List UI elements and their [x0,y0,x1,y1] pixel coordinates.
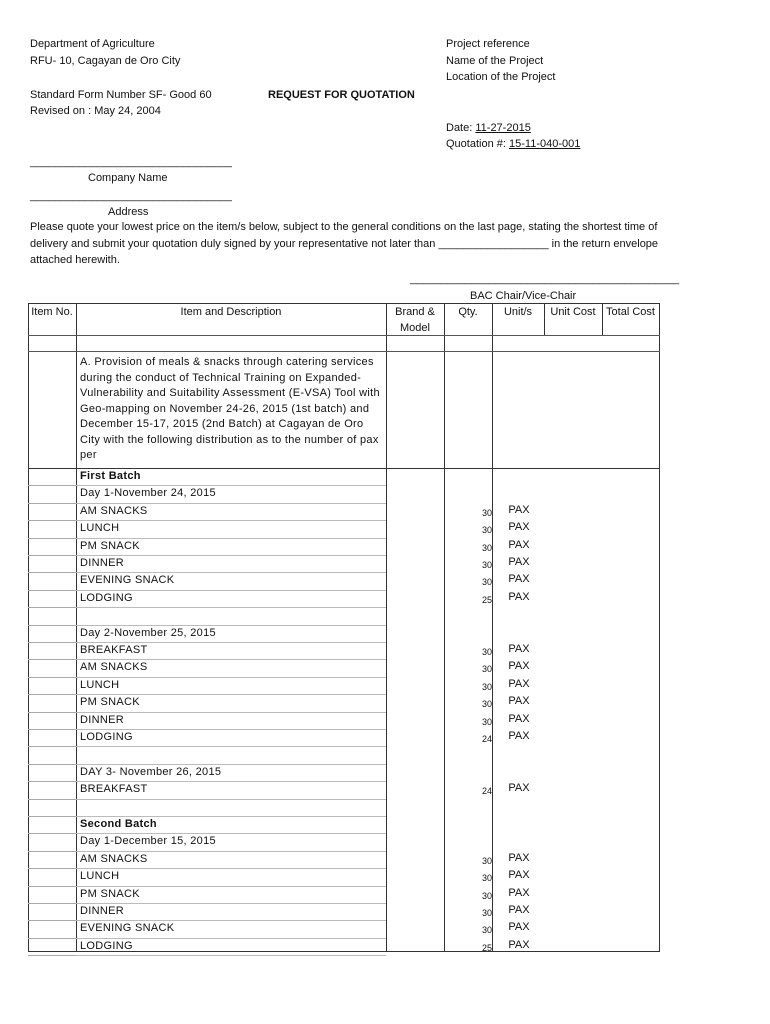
header-total-cost: Total Cost [606,306,655,318]
row-gridline [28,677,76,678]
row-description: DINNER [80,713,124,726]
row-gridline [28,729,76,730]
row-gridline [76,816,386,817]
row-unit: PAX [508,869,530,882]
row-unit: PAX [508,521,530,534]
project-reference: Project reference [446,38,530,50]
form-number: Standard Form Number SF- Good 60 [30,89,212,101]
company-name-line: _________________________________ [30,156,232,168]
row-unit: PAX [508,643,530,655]
row-description: Day 1-November 24, 2015 [80,487,216,500]
date-field [446,121,531,135]
row-description: LODGING [80,731,133,743]
row-description: BREAKFAST [80,783,148,796]
column-divider [76,303,77,952]
row-gridline [76,764,386,765]
row-gridline [28,607,76,608]
row-unit: PAX [508,503,530,516]
row-unit: PAX [508,904,530,916]
row-gridline [28,833,76,834]
row-qty: 30 [481,716,492,727]
row-qty: 30 [481,577,492,588]
row-gridline [76,590,386,591]
header-qty: Qty. [458,306,478,318]
row-unit: PAX [508,730,530,742]
row-gridline [28,746,76,747]
row-unit: PAX [508,573,530,586]
row-gridline [76,886,386,887]
row-unit: PAX [508,590,530,603]
header-item-no: Item No. [31,306,73,318]
row-gridline [28,503,76,504]
row-gridline [76,572,386,573]
row-qty: 30 [481,525,492,536]
row-gridline [28,903,76,904]
row-gridline [76,851,386,852]
row-unit: PAX [508,660,530,673]
row-description: EVENING SNACK [80,922,175,935]
row-gridline [28,572,76,573]
address-label: Address [108,206,149,218]
row-gridline [76,694,386,695]
row-unit: PAX [508,538,530,551]
row-gridline [76,625,386,626]
row-gridline [28,851,76,852]
row-qty: 25 [481,594,492,605]
row-qty: 30 [481,560,492,570]
header-brand: Brand & [395,306,435,318]
instruction-paragraph: Please quote your lowest price on the item/s below, subject to the general conditions on the last page, stating the shortest time of delivery and submit your quotation duly signed by your representative not later than __________________ in the return envelope attached herewith. [30,221,659,266]
row-gridline [76,903,386,904]
row-description: PM SNACK [80,696,140,709]
row-unit: PAX [508,695,530,708]
row-gridline [28,625,76,626]
row-unit: PAX [508,677,530,690]
row-description: EVENING SNACK [80,574,175,587]
bac-signature-line: ____________________________________________ [410,273,680,285]
row-gridline [76,607,386,608]
bac-chair-label: BAC Chair/Vice-Chair [470,290,577,302]
row-qty: 30 [481,925,492,936]
row-description: Day 2-November 25, 2015 [80,626,216,639]
row-gridline [76,642,386,643]
company-name-label: Company Name [88,172,168,184]
row-unit: PAX [508,938,530,951]
row-description: Day 1-December 15, 2015 [80,835,216,848]
row-description: AM SNACKS [80,661,148,674]
column-divider [386,303,387,952]
row-gridline [28,590,76,591]
row-description: LUNCH [80,678,120,691]
quotation-label: Quotation #: [446,138,506,150]
row-qty: 24 [481,734,492,744]
row-qty: 30 [481,507,492,518]
row-gridline [28,816,76,817]
header-units: Unit/s [503,306,533,318]
row-description: PM SNACK [80,887,140,900]
row-description: BREAKFAST [80,644,148,656]
row-description: DAY 3- November 26, 2015 [80,765,222,778]
department-name: Department of Agriculture [30,38,155,50]
row-gridline [28,799,76,800]
row-gridline [28,485,76,486]
row-gridline [76,555,386,556]
table-border-left [28,303,29,952]
row-divider [28,351,660,352]
row-qty: 30 [481,647,492,657]
quotation-table [28,303,660,952]
row-qty: 30 [481,890,492,901]
row-qty: 30 [481,664,492,675]
row-description: DINNER [80,905,124,917]
column-divider [444,303,445,952]
row-unit: PAX [508,886,530,899]
item-intro-description: A. Provision of meals & snacks through catering services during the conduct of Technical Training on Expanded-Vulnerability and Suitability Assessment (E-VSA) Tool with Geo-mapping on November 24-26, 2015 (1st batch) and December 15-17, 2015 (2nd Batch) at Cagayan de Oro City with the following distribution as to the number of pax per [80,356,380,461]
header-divider [28,335,660,336]
row-gridline [28,712,76,713]
row-gridline [28,642,76,643]
row-gridline [76,538,386,539]
row-description: LUNCH [80,522,120,535]
row-description: LODGING [80,591,133,604]
row-qty: 30 [481,873,492,884]
row-gridline [76,520,386,521]
row-gridline [28,955,76,956]
row-gridline [76,868,386,869]
date-value: 11-27-2015 [475,122,531,134]
row-qty: 30 [481,681,492,692]
row-gridline [76,746,386,747]
row-gridline [28,764,76,765]
row-gridline [28,868,76,869]
header-model: Model [400,322,430,334]
row-qty: 25 [481,942,492,953]
row-gridline [76,712,386,713]
row-qty: 30 [481,908,492,918]
row-description: LODGING [80,939,133,952]
project-name: Name of the Project [446,55,544,67]
row-unit: PAX [508,782,530,795]
row-gridline [28,520,76,521]
row-gridline [76,677,386,678]
quotation-field [446,137,580,151]
row-description: PM SNACK [80,539,140,552]
row-description: AM SNACKS [80,504,148,517]
row-description: LUNCH [80,870,120,883]
project-location: Location of the Project [446,71,556,83]
quotation-value: 15-11-040-001 [509,138,581,150]
row-unit: PAX [508,921,530,934]
region-office: RFU- 10, Cagayan de Oro City [30,55,181,67]
row-qty: 30 [481,699,492,710]
row-gridline [76,920,386,921]
row-gridline [76,938,386,939]
row-gridline [28,886,76,887]
row-divider [28,468,660,469]
row-qty: 30 [481,542,492,553]
row-unit: PAX [508,556,530,568]
row-gridline [76,781,386,782]
row-gridline [28,694,76,695]
row-gridline [28,938,76,939]
row-gridline [28,781,76,782]
row-qty: 30 [481,855,492,866]
row-gridline [28,555,76,556]
document-title: REQUEST FOR QUOTATION [268,89,415,101]
row-unit: PAX [508,851,530,864]
row-gridline [76,729,386,730]
table-border-right [659,303,660,952]
row-qty: 24 [481,786,492,797]
row-gridline [76,659,386,660]
revision-date: Revised on : May 24, 2004 [30,105,161,117]
row-gridline [76,503,386,504]
row-gridline [76,485,386,486]
row-description: First Batch [80,470,141,482]
row-description: AM SNACKS [80,852,148,865]
row-gridline [28,920,76,921]
row-gridline [28,659,76,660]
row-gridline [76,955,386,956]
row-description: DINNER [80,557,124,569]
address-line: _________________________________ [30,190,232,202]
date-label: Date: [446,122,473,134]
row-description: Second Batch [80,818,157,830]
header-description: Item and Description [180,306,282,318]
row-unit: PAX [508,712,530,725]
row-gridline [28,538,76,539]
row-gridline [76,833,386,834]
row-gridline [76,799,386,800]
header-unit-cost: Unit Cost [550,306,596,318]
